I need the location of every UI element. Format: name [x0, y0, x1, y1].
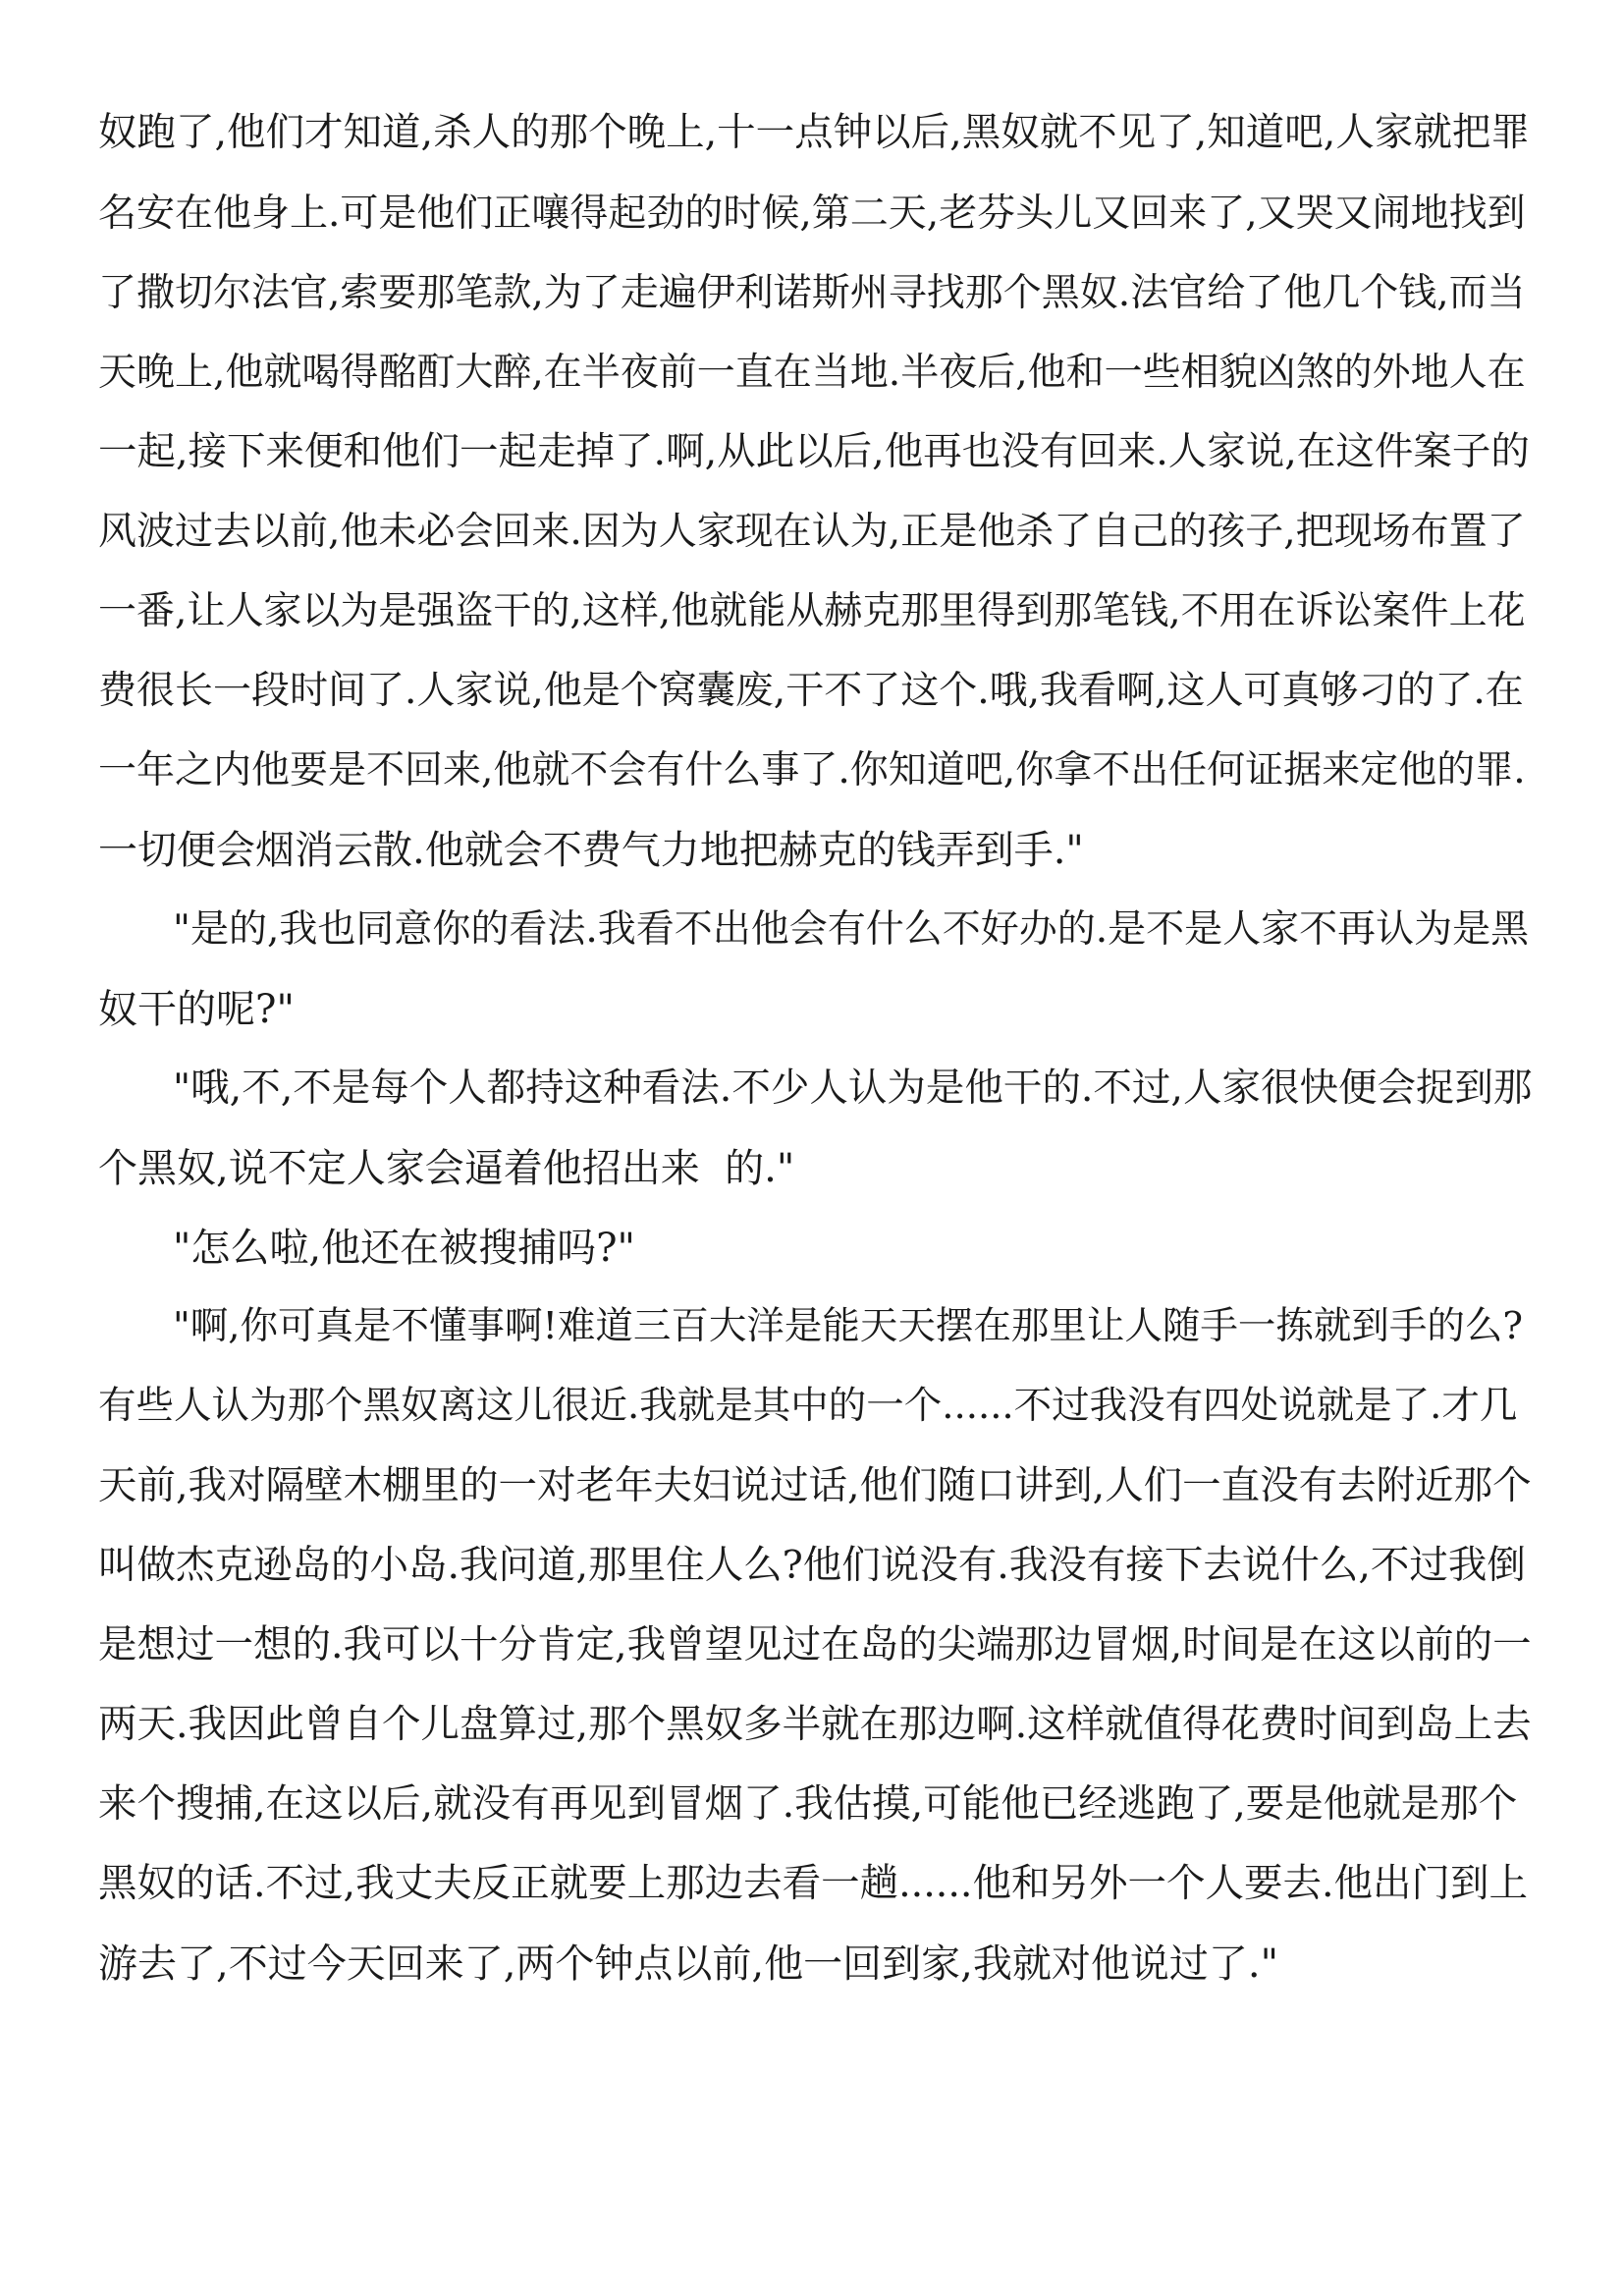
text-line: 来个搜捕,在这以后,就没有再见到冒烟了.我估摸,可能他已经逃跑了,要是他就是那个	[98, 1781, 1518, 1827]
text-line: 是想过一想的.我可以十分肯定,我曾望见过在岛的尖端那边冒烟,时间是在这以前的一	[98, 1622, 1532, 1667]
text-line: 费很长一段时间了.人家说,他是个窝囊废,干不了这个.哦,我看啊,这人可真够刁的了.在	[98, 669, 1524, 713]
paragraph-start-line: "啊,你可真是不懂事啊!难道三百大洋是能天天摆在那里让人随手一拣就到手的么?	[173, 1304, 1524, 1348]
text-line: 了撒切尔法官,索要那笔款,为了走遍伊利诺斯州寻找那个黑奴.法官给了他几个钱,而当	[98, 271, 1526, 315]
paragraph-start-line: "哦,不,不是每个人都持这种看法.不少人认为是他干的.不过,人家很快便会捉到那	[173, 1066, 1533, 1111]
text-line: 一切便会烟消云散.他就会不费气力地把赫克的钱弄到手."	[98, 828, 1084, 873]
text-line: 天晚上,他就喝得酩酊大醉,在半夜前一直在当地.半夜后,他和一些相貌凶煞的外地人在	[98, 351, 1526, 395]
paragraph-start-line: "怎么啦,他还在被搜捕吗?"	[173, 1226, 635, 1271]
text-line: 有些人认为那个黑奴离这儿很近.我就是其中的一个......不过我没有四处说就是了.才几	[98, 1384, 1518, 1428]
paragraph-start-line: "是的,我也同意你的看法.我看不出他会有什么不好办的.是不是人家不再认为是黑	[173, 907, 1530, 952]
text-line: 奴跑了,他们才知道,杀人的那个晚上,十一点钟以后,黑奴就不见了,知道吧,人家就把罪	[98, 110, 1530, 155]
text-line: 叫做杰克逊岛的小岛.我问道,那里住人么?他们说没有.我没有接下去说什么,不过我倒	[98, 1543, 1526, 1588]
text-line: 名安在他身上.可是他们正嚷得起劲的时候,第二天,老芬头儿又回来了,又哭又闹地找到	[98, 191, 1526, 236]
text-line: 天前,我对隔壁木棚里的一对老年夫妇说过话,他们随口讲到,人们一直没有去附近那个	[98, 1463, 1532, 1508]
text-line: 奴干的呢?"	[98, 987, 295, 1032]
text-line: 黑奴的话.不过,我丈夫反正就要上那边去看一趟......他和另外一个人要去.他出门到上	[98, 1861, 1529, 1906]
text-line: 个黑奴,说不定人家会逼着他招出来 的."	[98, 1146, 795, 1191]
text-line: 游去了,不过今天回来了,两个钟点以前,他一回到家,我就对他说过了."	[98, 1941, 1278, 1987]
text-line: 风波过去以前,他未必会回来.因为人家现在认为,正是他杀了自己的孩子,把现场布置了	[98, 510, 1526, 554]
text-line: 两天.我因此曾自个儿盘算过,那个黑奴多半就在那边啊.这样就值得花费时间到岛上去	[98, 1702, 1532, 1747]
text-line: 一番,让人家以为是强盗干的,这样,他就能从赫克那里得到那笔钱,不用在诉讼案件上花	[98, 589, 1526, 633]
text-line: 一起,接下来便和他们一起走掉了.啊,从此以后,他再也没有回来.人家说,在这件案子的	[98, 429, 1530, 474]
text-line: 一年之内他要是不回来,他就不会有什么事了.你知道吧,你拿不出任何证据来定他的罪.	[98, 748, 1526, 793]
